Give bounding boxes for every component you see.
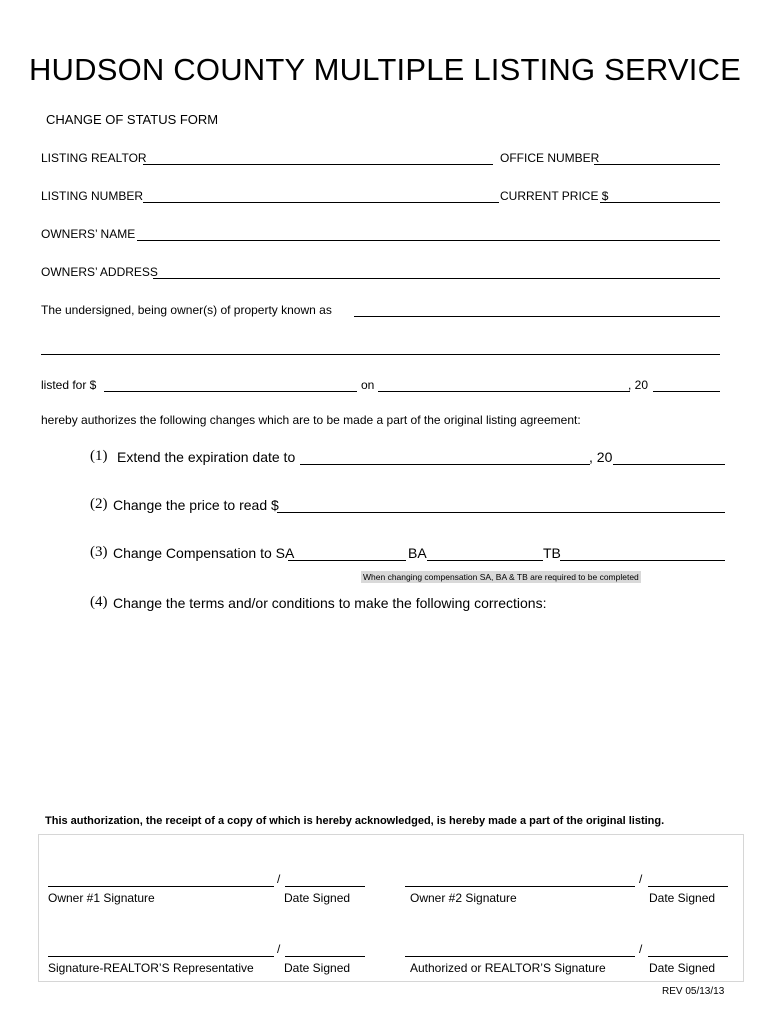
listed-year-field[interactable] (653, 391, 720, 392)
change-4-number: (4) (90, 594, 108, 610)
rep-date-line[interactable] (285, 956, 365, 957)
owner-1-signature-line[interactable] (48, 886, 274, 887)
listing-number-field[interactable] (143, 202, 499, 203)
on-label: on (361, 378, 375, 392)
tb-label: TB (543, 545, 561, 561)
expiration-year-field[interactable] (613, 464, 725, 465)
revision-label: REV 05/13/13 (662, 986, 725, 997)
rep-date-label: Date Signed (284, 961, 351, 975)
form-subtitle: CHANGE OF STATUS FORM (46, 112, 219, 127)
listing-realtor-field[interactable] (143, 164, 493, 165)
listed-on-date-field[interactable] (378, 391, 630, 392)
current-price-label: CURRENT PRICE $ (500, 189, 609, 203)
expiration-date-field[interactable] (300, 464, 590, 465)
rep-signature-line[interactable] (48, 956, 274, 957)
authorized-signature-label: Authorized or REALTOR’S Signature (410, 961, 606, 975)
listed-for-field[interactable] (104, 391, 357, 392)
slash-3: / (277, 942, 281, 956)
change-1-number: (1) (90, 448, 108, 464)
change-2-number: (2) (90, 496, 108, 512)
change-3-label: Change Compensation to SA (113, 545, 295, 561)
owner-2-signature-label: Owner #2 Signature (410, 891, 517, 905)
owners-address-label: OWNERS’ ADDRESS (41, 265, 158, 279)
rep-signature-label: Signature-REALTOR’S Representative (48, 961, 254, 975)
authorizes-text: hereby authorizes the following changes which are to be made a part of the original listing agreement: (41, 413, 581, 427)
change-2-label: Change the price to read $ (113, 497, 279, 513)
form-title: HUDSON COUNTY MULTIPLE LISTING SERVICE (28, 52, 742, 87)
slash-2: / (639, 872, 643, 886)
owner-2-signature-line[interactable] (405, 886, 635, 887)
authorization-statement: This authorization, the receipt of a copy of which is hereby acknowledged, is hereby made a part of the original listing. (45, 815, 665, 827)
slash-4: / (639, 942, 643, 956)
property-known-as-field-line-2[interactable] (41, 354, 720, 355)
owner-2-date-label: Date Signed (649, 891, 716, 905)
ba-compensation-field[interactable] (427, 560, 543, 561)
owner-2-date-line[interactable] (648, 886, 728, 887)
corrections-area[interactable] (90, 620, 725, 800)
owner-1-signature-label: Owner #1 Signature (48, 891, 155, 905)
change-1-label: Extend the expiration date to (117, 449, 296, 465)
signature-section (38, 834, 744, 982)
office-number-field[interactable] (594, 164, 720, 165)
compensation-note: When changing compensation SA, BA & TB are required to be completed (363, 572, 639, 582)
owner-1-date-line[interactable] (285, 886, 365, 887)
listing-number-label: LISTING NUMBER (41, 189, 144, 203)
listing-realtor-label: LISTING REALTOR (41, 151, 147, 165)
change-3-number: (3) (90, 544, 108, 560)
tb-compensation-field[interactable] (560, 560, 725, 561)
property-known-as-field[interactable] (354, 316, 720, 317)
year-prefix-label: , 20 (628, 378, 649, 392)
sa-compensation-field[interactable] (288, 560, 406, 561)
authorized-signature-line[interactable] (405, 956, 635, 957)
owners-address-field[interactable] (153, 278, 720, 279)
owner-1-date-label: Date Signed (284, 891, 351, 905)
authorized-date-line[interactable] (648, 956, 728, 957)
owners-name-field[interactable] (137, 240, 720, 241)
change-1-year-label: , 20 (589, 449, 613, 465)
office-number-label: OFFICE NUMBER (500, 151, 600, 165)
new-price-field[interactable] (277, 512, 725, 513)
owners-name-label: OWNERS’ NAME (41, 227, 136, 241)
current-price-field[interactable] (600, 202, 720, 203)
authorized-date-label: Date Signed (649, 961, 716, 975)
listed-for-label: listed for $ (41, 378, 97, 392)
change-4-label: Change the terms and/or conditions to make the following corrections: (113, 595, 547, 611)
property-known-as-label: The undersigned, being owner(s) of property known as (41, 303, 332, 317)
ba-label: BA (408, 545, 427, 561)
slash-1: / (277, 872, 281, 886)
